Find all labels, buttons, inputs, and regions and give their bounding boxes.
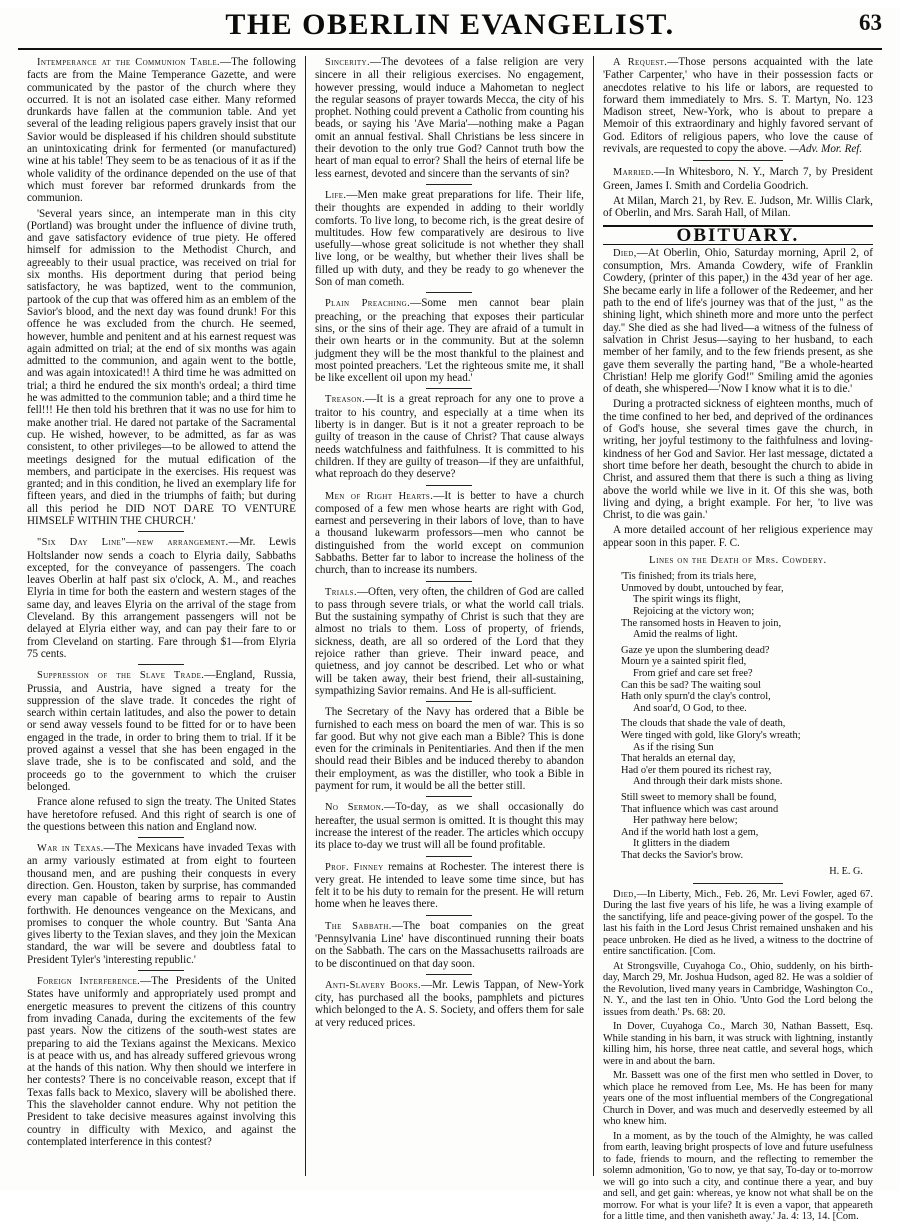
poem-line: That decks the Savior's brow. [620, 849, 744, 861]
article-paragraph [315, 920, 584, 970]
article-body: Those persons acquainted with the late 'Father Carpenter,' who have in their possession facts or anecdotes relative to his life or labors, are requested to forward them immediately to Mrs. S. T. Martyn, No. 123 Madison street, New-York, who is about to prepare a Memoir of this extraordinary and highly favored servant of God. Editors of religious papers, who love the cause of revivals, are requested to copy the above. [602, 56, 873, 156]
poem-stanza [603, 792, 873, 862]
article-body: remains at Rochester. The interest there is very great. He intended to leave some time since, but has felt it to be his duty to remain for the present. He will return home when he leaves there. [314, 860, 584, 911]
death-body: At Strongsville, Cuyahoga Co., Ohio, suddenly, on his birth-day, March 29, Mr. Joshua Hudson, aged 82. He was a soldier of the Revolution, lived many years in Cambridge, Washington Co., N. Y., and the last ten in Ohio. 'Unto God the Lord belong the issues from death.' Ps. 68: 20. [602, 960, 873, 1018]
column-2 [306, 56, 594, 1176]
article-paragraph [315, 979, 584, 1029]
article-body: Often, very often, the children of God are called to pass through severe trials, or what the world call trials. But the sustaining sympathy of Christ is such that they are almost no trials to them. Loss of property, of friends, sickness, death, are all so ordered of the Lord that they rejoice rather than grieve. Their inward peace, and quietness, and joy cannot be described. Let who or what will be taken away, their best friend, their all-sustaining, sympathizing Savior remains. And He is all-sufficient. [314, 585, 584, 697]
poem-stanza [603, 718, 873, 788]
article-body: Mr. Lewis Tappan, of New-York city, has purchased all the books, pamphlets and pictures which belonged to the A. S. Society, and offers them for sale at very reduced prices. [314, 978, 584, 1029]
obituary-heading: OBITUARY. [603, 225, 873, 245]
article-lead: Anti-Slavery Books. [324, 979, 422, 991]
poem-line: Mourn ye a sainted spirit fled, [620, 656, 747, 668]
article-dash: — [636, 246, 648, 259]
obituary-body: A more detailed account of her religious experience may appear soon in this paper. [602, 524, 873, 549]
article-body: To-day, as we shall occasionally do hereafter, the usual sermon is omitted. It is thought this may increase the interest of the reader. The articles which occupy its place to-day we trust will all be found profitable. [314, 801, 584, 852]
newspaper-page [0, 8, 900, 1223]
article-body: The Secretary of the Navy has ordered that a Bible be furnished to each mess on board the men of war. This is so far good. But why not give each man a Bible? This is done even for the criminals in Penitentiaries. And then if the men should read their Bibles and be induced thereby to abandon their employment, as was the distiller, who took a Bible in payment for rum, it would be all the better still. [314, 706, 584, 793]
poem-line: The clouds that shade the vale of death, [620, 718, 786, 730]
poem-line: Can this be sad? The waiting soul [620, 679, 761, 691]
death-notice [603, 1131, 873, 1223]
poem-line: Had o'er them poured its richest ray, [620, 764, 772, 776]
article-dash: — [421, 978, 433, 991]
obituary-notice [603, 398, 873, 521]
article-sublead: —new arrangement. [125, 537, 229, 549]
poem-line: Still sweet to memory shall be found, [620, 791, 777, 803]
poem-title: Lines on the Death of Mrs. Cowdery. [649, 554, 827, 566]
marriage-notice [603, 195, 873, 220]
article-body: —Mr. Lewis Holtslander now sends a coach to Elyria daily, Sabbaths excepted, for the conveyance of passengers. The coach leaves Oberlin at half past six o'clock, A. M., and reaches Elyria in time for both the eastern and western stages of the same day, and leaves Elyria on the arrival of the stage from Cleveland. By this arrangement passengers will not be delayed at Elyria either way, and can pay their fare to or from Cleveland on starting. Fare through $1—from Elyria 75 cents. [27, 536, 296, 660]
article-body: The Mexicans have invaded Texas with an army variously estimated at from eight to fourteen thousand men, and are pushing their conquests in every direction. Gen. Houston, taken by surprise, has commanded every man capable of bearing arms to repair to Austin forthwith. He denounces vengeance on the Mexicans, and promises to conquer the whole country. But 'Santa Ana gives liberty to the Texian slaves, and they join the Mexican standard, the war will be severe and doubtless fatal to President Tyler's 'interesting republic.' [27, 842, 296, 966]
article-paragraph [27, 208, 296, 528]
article-body: The devotees of a false religion are very sincere in all their religious exercises. No engagement, however pressing, would induce a Mahometan to neglect the regular seasons of prayer towards Mecca, the city of his prophet. Nothing could prevent a Catholic from counting his beads, or saying his 'Ave Maria'—nothing make a Pagan omit an annual festival. Shall Christians be less sincere in their devotion to the only true God? Cannot truth bow the heart of man equal to error? Shall the heirs of eternal life be less earnest, devoted and sincere than the servants of sin? [314, 56, 584, 180]
poem-line: Hath only spurn'd the clay's control, [620, 691, 771, 703]
article-paragraph [27, 975, 296, 1148]
article-body: It is better to have a church composed of a few men whose hearts are right with God, earnest and persevering in their labors of love, than to have a thousand lukewarm professors—men who cannot be distinguished from the world except on communion Sabbaths. Better far to labor to increase the holiness of the church, than to increase its numbers. [314, 489, 584, 577]
article-paragraph [27, 796, 296, 833]
article-lead: The Sabbath. [324, 920, 392, 932]
poem-line: 'Tis finished; from its trials here, [620, 571, 757, 583]
article-body: The boat companies on the great 'Pennsylvania Line' have discontinued running their boats on the Sabbath. The cars on the Massachusetts railroads are to be discontinued on that day soon. [314, 919, 584, 970]
divider [426, 292, 472, 293]
poem-line: Her pathway here below; [632, 815, 738, 827]
divider [426, 485, 472, 486]
article-dash: — [654, 166, 666, 179]
article-paragraph [315, 801, 584, 851]
death-signature: [Com. [832, 1211, 859, 1223]
article-lead: Men of Right Hearts. [324, 490, 434, 502]
poem-line: Unmoved by doubt, untouched by fear, [620, 582, 784, 594]
divider [426, 184, 472, 185]
divider [426, 388, 472, 389]
divider [426, 915, 472, 916]
death-notice [603, 1021, 873, 1067]
poem-line: And soar'd, O God, to thee. [632, 702, 747, 714]
marriage-lead: Married. [612, 167, 655, 179]
article-dash: — [356, 585, 369, 598]
article-lead: A Request. [612, 57, 668, 68]
divider [138, 531, 184, 532]
poem-line: Amid the realms of light. [632, 629, 738, 641]
article-dash: — [636, 888, 647, 900]
article-paragraph [315, 56, 584, 180]
article-dash: — [204, 669, 216, 682]
divider [426, 856, 472, 857]
article-lead: Trials. [324, 586, 357, 598]
article-lead: "Six Day Line" [37, 537, 126, 549]
divider [426, 581, 472, 582]
poem-line: The ransomed hosts in Heaven to join, [620, 617, 782, 629]
divider [426, 974, 472, 975]
article-dash: — [391, 919, 403, 932]
article-lead: Life. [324, 189, 347, 201]
article-body: France alone refused to sign the treaty. The United States have heretofore refused. And this right of search is one of the questions between this nation and England now. [27, 796, 296, 833]
divider [138, 664, 184, 665]
poem-stanza [603, 571, 873, 641]
article-lead: No Sermon. [324, 802, 385, 814]
obituary-notice [603, 524, 873, 549]
article-dash: — [384, 801, 396, 814]
article-lead: Plain Preaching. [324, 298, 411, 310]
marriage-notice [603, 166, 873, 192]
obituary-lead: Died, [612, 247, 637, 259]
article-lead: Suppression of the Slave Trade. [37, 670, 205, 682]
poem-stanza [603, 645, 873, 715]
article-paragraph [315, 861, 584, 911]
article-paragraph [27, 669, 296, 793]
article-paragraph [315, 490, 584, 577]
death-signature: [Com. [689, 946, 716, 958]
poem-line: Rejoicing at the victory won; [632, 606, 755, 618]
article-lead: Prof. Finney [324, 861, 384, 873]
article-body: It is a great reproach for any one to prove a traitor to his country, and especially at a time when its liberty is in danger. But is it not a greater reproach to be guilty of treason in the cause of Christ? That cause always needs watchfulness and faithfulness. It is committed to his children. If they are guilty of treason—if they are unfaithful, what reproach do they deserve? [314, 393, 584, 481]
divider [138, 970, 184, 971]
divider [426, 701, 472, 702]
article-paragraph [27, 536, 296, 660]
article-paragraph [27, 56, 296, 205]
article-dash: — [140, 975, 152, 988]
article-dash: — [220, 56, 232, 68]
divider [693, 160, 783, 161]
article-dash: — [346, 188, 358, 201]
column-3 [594, 56, 882, 1223]
article-paragraph [315, 189, 584, 288]
poem-line: Gaze ye upon the slumbering dead? [620, 644, 770, 656]
article-body: Some men cannot bear plain preaching, or the preaching that exposes their particular sins, or the sins of their age. They are afraid of a tumult in their own hearts or in the community. But at the solemn judgment they will be the most thankful to the plainest and most pointed preachers. 'Let the righteous smite me, it shall be like excellent oil upon my head.' [314, 297, 584, 385]
article-dash: — [410, 297, 422, 310]
article-lead: Treason. [324, 394, 366, 406]
poem-line: That influence which was cast around [620, 803, 779, 815]
death-body: In Liberty, Mich., Feb. 26, Mr. Levi Fowler, aged 67. During the last five years of his life, he was a living example of the sanctifying, life and peace-giving power of the gospel. To the last his faith in the Lord Jesus Christ remained unshaken and his peace unbroken. He died as he lived, a witness to the doctrine of entire sanctification. [602, 888, 873, 958]
death-lead: Died, [612, 888, 637, 900]
obituary-notice [603, 247, 873, 396]
article-body: The Presidents of the United States have uniformly and appropriately used prompt and energetic measures to prevent the citizens of this country from invading Canada, during the excitements of the few past years. Now the citizens of the south-west states are preparing to aid the Texians against the Mexicans. Mexico is at peace with us, and has already suffered grievous wrong at the hands of this nation. Why then should we interfere in her contests? There is no conceivable reason, except that if Texas falls back to Mexico, slavery will be abolished there. This the slaveholder cannot endure. Why not petition the President to take decisive measures against involving this country in difficulty with Mexico, and against the contemplated interference in this contest? [27, 975, 296, 1148]
article-body: England, Russia, Prussia, and Austria, have signed a treaty for the suppression of the slave trade. It concedes the right of search within certain latitudes, and also the power to detain or send away vessels found to be fitted for or to have been engaged in the trade, in order to bring them to trial. If it be proved against a vessel that she has been engaged in the slave trade, she is to be confiscated and sold, and the proceeds go to the government to which the cruiser belonged. [27, 669, 296, 793]
death-body: In Dover, Cuyahoga Co., March 30, Nathan Bassett, Esq. While standing in his barn, it was struck with lightning, instantly killing him, his horse, three neat cattle, and several hogs, which were in and about the barn. [602, 1021, 873, 1067]
poem-line: The spirit wings its flight, [632, 594, 741, 606]
death-body: Mr. Bassett was one of the first men who settled in Dover, to which place he removed from Lee, Ms. He has been for many years one of the most influential members of the Congregational Church in Dover, and was much and deservedly esteemed by all who knew him. [602, 1070, 873, 1128]
article-paragraph [315, 706, 584, 792]
article-lead: Foreign Interference. [37, 976, 141, 988]
article-dash: — [370, 56, 382, 68]
obituary-body: At Oberlin, Ohio, Saturday morning, April 2, of consumption, Mrs. Amanda Cowdery, wife of Franklin Cowdery, (printer of this paper,) in the 43d year of her age. She became early in life a follower of the Redeemer, and her path to the end of life's journey was that of the just, '' as the shining light, which shineth more and more unto the perfect day.'' She died as she had lived—a witness of the fulness of salvation in Christ Jesus—saying to her husband, to each member of her family, and to the few friends present, as she gave them severally the parting hand, "Be a whole-hearted Christian! Help me glorify God!" Smiling amid the agonies of death, she whispered—'Now I know what it is to die.' [602, 246, 873, 396]
article-paragraph [315, 393, 584, 480]
article-body: The following facts are from the Maine Temperance Gazette, and were communicated by the pastor of the church where they occurred. It is not an isolated case either. Many reformed drunkards have fallen at the communion table. And yet several of the leading religious papers gravely insist that our Savior would be displeased if his children should substitute an unintoxicating drink for fermented (or manufactured) wine at his table! They seem to be as tenacious of it as if the whole validity of the ordinance depended on the use of that which must forever bar reformed drunkards from the communion. [27, 56, 296, 205]
divider [693, 883, 783, 884]
article-dash: — [365, 393, 377, 406]
obituary-body: During a protracted sickness of eighteen months, much of the time confined to her bed, and deprived of the ordinances of God's house, she several times gave the church, in writing, her joyful testimony to the faithfulness and loving-kindness of her God and Savior. Her last message, dictated a short time before her death, besought the church to abide in Christ, and assured them that there is such a thing as living above the world while we live in it. Of this she was, both living and dying, a bright example. For her, 'to live was Christ, to die was gain.' [602, 398, 873, 522]
article-paragraph [27, 842, 296, 966]
masthead [18, 8, 882, 50]
page-title: THE OBERLIN EVANGELIST. [225, 8, 675, 41]
article-paragraph [315, 586, 584, 698]
poem-line: And if the world hath lost a gem, [620, 826, 759, 838]
death-notice [603, 1070, 873, 1128]
request-notice [603, 56, 873, 155]
article-lead: Sincerity. [324, 57, 371, 68]
poem-line: From grief and care set free? [632, 668, 753, 680]
divider [426, 796, 472, 797]
article-body: 'Several years since, an intemperate man in this city (Portland) was brought under the influence of divine truth, and gave satisfactory evidence of true piety. He offered himself for admission to the Methodist Church, and agreeably to their usual practice, was received on trial for six months. His deportment during that period being satisfactory, he was baptized, went to the communion, partook of the cup that was offered him as an emblem of the Savior's blood, and the next day was found drunk! For this offence he was excluded from the church. He seemed, however, humble and penitent and at his earnest request was again admitted on trial; at the end of six months was again admitted to the communion, and again went to the bottle, and was again intoxicated!! A third time he was admitted on trial; a third he endured the six month's ordeal; a third time he was admitted to the communion table; and a third time he fell!!! He then told his brethren that it was no use for him to make another trial. He dared not partake of the Sacramental cup. He wished, however, to be admitted, as far as was consistent, to other privileges—to be allowed to attend the meetings designed for the mutual edification of the members, and participate in the exercises. His request was granted; and in this condition, he lived an exemplary life for fifteen years, and died in the triumphs of faith; but during all this period he DID NOT DARE TO VENTURE HIMSELF WITHIN THE CHURCH.' [27, 207, 296, 527]
marriage-entry: At Milan, March 21, by Rev. E. Judson, Mr. Willis Clark, of Oberlin, and Mrs. Sarah Hall, of Milan. [602, 194, 873, 220]
article-dash: — [667, 56, 679, 68]
column-layout [18, 56, 882, 1223]
death-body: In a moment, as by the touch of the Almighty, he was called from earth, leaving bright prospects of love and future usefulness to fade, friends to mourn, and the reflecting to remember the solemn admonition, 'Go to now, ye that say, To-day or to-morrow we will go into such a city, and continue there a year, and buy and sell, and get gain: whereas, ye know not what shall be on the morrow. For what is your life? It is even a vapor, that appeareth for a little time, and then vanisheth away.' Ja. 4: 13, 14. [602, 1130, 873, 1223]
page-number: 63 [859, 10, 882, 35]
poem-line: That heralds an eternal day, [620, 753, 736, 765]
marriage-entry: In Whitesboro, N. Y., March 7, by President Green, James I. Smith and Cordelia Goodrich. [602, 166, 873, 192]
article-lead: Intemperance at the Communion Table. [37, 57, 220, 68]
poem-line: And through their dark mists shone. [632, 776, 783, 788]
poem-signature: H. E. G. [829, 865, 863, 877]
article-lead: War in Texas. [37, 843, 104, 855]
poem-line: Were tinged with gold, like Glory's wreath; [620, 730, 801, 741]
article-paragraph [315, 297, 584, 384]
article-signature: —Adv. Mor. Ref. [789, 143, 863, 156]
poem-line: As if the rising Sun [632, 741, 714, 753]
article-body: Men make great preparations for life. Their life, their thoughts are expended in adding to their worldly comforts. To live long, to become rich, is the great desire of multitudes. How few comparatively are desirous to live usefully—whose great solicitude is not whether they shall live long, or be wealthy, but whether their lives shall be filled up with duty, and they be ready to go whenever the Son of man cometh. [314, 188, 584, 289]
death-notice [603, 889, 873, 958]
death-notice [603, 961, 873, 1019]
obituary-signature: F. C. [718, 536, 740, 549]
divider [138, 837, 184, 838]
article-dash: — [103, 842, 115, 855]
poem-line: It glitters in the diadem [632, 838, 730, 850]
article-dash: — [433, 489, 445, 502]
column-1 [18, 56, 306, 1176]
